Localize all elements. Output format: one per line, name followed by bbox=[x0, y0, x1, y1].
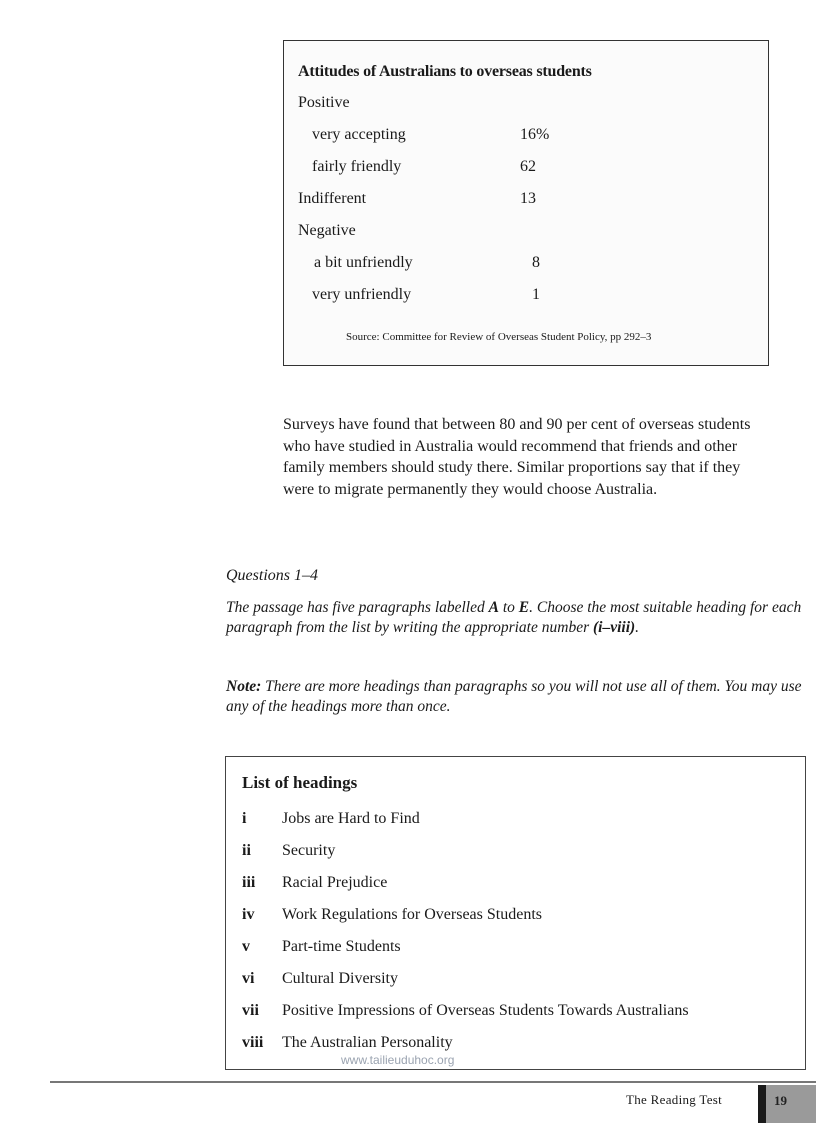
instruction-text: . bbox=[635, 619, 640, 636]
heading-number-range: (i–viii) bbox=[592, 619, 636, 636]
survey-row-value: 8 bbox=[532, 254, 540, 271]
heading-number: vii bbox=[242, 1002, 259, 1019]
survey-row-label: a bit unfriendly bbox=[314, 254, 413, 271]
instruction-text: to bbox=[498, 599, 519, 616]
survey-row-label: Negative bbox=[298, 222, 356, 239]
heading-number: vi bbox=[242, 970, 255, 987]
headings-list-box bbox=[225, 756, 806, 1070]
survey-table-box bbox=[283, 40, 769, 366]
page-number-tab bbox=[758, 1085, 816, 1123]
paragraph-label-e: E bbox=[518, 599, 530, 616]
heading-item bbox=[226, 938, 805, 960]
questions-heading: Questions 1–4 bbox=[226, 567, 318, 584]
heading-text: Work Regulations for Overseas Students bbox=[282, 906, 542, 923]
survey-row bbox=[284, 254, 768, 276]
footer-label: The Reading Test bbox=[626, 1092, 723, 1107]
questions-note bbox=[226, 677, 806, 717]
instruction-text: The passage has five paragraphs labelled bbox=[226, 599, 489, 616]
heading-number: iv bbox=[242, 906, 255, 923]
instruction-text: . Choose the most suitable heading for each paragraph from the list by writing the appropriate number bbox=[226, 599, 802, 636]
heading-item bbox=[226, 874, 805, 896]
survey-row-value: 62 bbox=[520, 158, 536, 175]
heading-text: Part-time Students bbox=[282, 938, 401, 955]
survey-source: Source: Committee for Review of Overseas Student Policy, pp 292–3 bbox=[346, 331, 652, 343]
heading-item bbox=[226, 1034, 805, 1056]
page-number: 19 bbox=[774, 1093, 787, 1108]
survey-row-label: very unfriendly bbox=[312, 286, 412, 303]
watermark: www.tailieuduhoc.org bbox=[341, 1053, 455, 1067]
note-label: Note: bbox=[226, 678, 262, 695]
heading-number: i bbox=[242, 810, 247, 827]
survey-row bbox=[284, 158, 768, 180]
footer-divider bbox=[50, 1081, 816, 1083]
heading-item bbox=[226, 810, 805, 832]
survey-row-label: fairly friendly bbox=[312, 158, 402, 175]
survey-row-value: 16% bbox=[520, 126, 550, 143]
heading-item bbox=[226, 906, 805, 928]
survey-row-value: 1 bbox=[532, 286, 540, 303]
survey-title: Attitudes of Australians to overseas students bbox=[298, 63, 592, 80]
heading-item bbox=[226, 1002, 805, 1024]
survey-row-value: 13 bbox=[520, 190, 536, 207]
heading-text: The Australian Personality bbox=[282, 1034, 453, 1051]
survey-row-label: Indifferent bbox=[298, 190, 367, 207]
heading-text: Positive Impressions of Overseas Students Towards Australians bbox=[282, 1002, 689, 1019]
heading-text: Racial Prejudice bbox=[282, 874, 388, 891]
heading-number: v bbox=[242, 938, 250, 955]
heading-number: ii bbox=[242, 842, 251, 859]
heading-number: iii bbox=[242, 874, 256, 891]
survey-row bbox=[284, 126, 768, 148]
questions-instruction bbox=[226, 598, 806, 638]
heading-text: Security bbox=[282, 842, 336, 859]
survey-row bbox=[284, 286, 768, 308]
heading-number: viii bbox=[242, 1034, 264, 1051]
heading-item bbox=[226, 970, 805, 992]
survey-row bbox=[284, 222, 768, 244]
survey-row bbox=[284, 190, 768, 212]
note-text: There are more headings than paragraphs so you will not use all of them. You may use any of the headings more than once. bbox=[226, 678, 802, 715]
headings-list-title: List of headings bbox=[242, 773, 358, 792]
survey-row-label: Positive bbox=[298, 94, 350, 111]
survey-row-label: very accepting bbox=[312, 126, 406, 143]
survey-row bbox=[284, 94, 768, 116]
body-paragraph: Surveys have found that between 80 and 90 per cent of overseas students who have studied in Australia would recommend that friends and other family members should study there. Similar proportions say that if they were to migrate permanently they would choose Australia. bbox=[283, 416, 751, 498]
heading-item bbox=[226, 842, 805, 864]
heading-text: Cultural Diversity bbox=[282, 970, 398, 987]
page-tab-edge bbox=[758, 1085, 766, 1123]
paragraph-label-a: A bbox=[488, 599, 499, 616]
heading-text: Jobs are Hard to Find bbox=[282, 810, 420, 827]
